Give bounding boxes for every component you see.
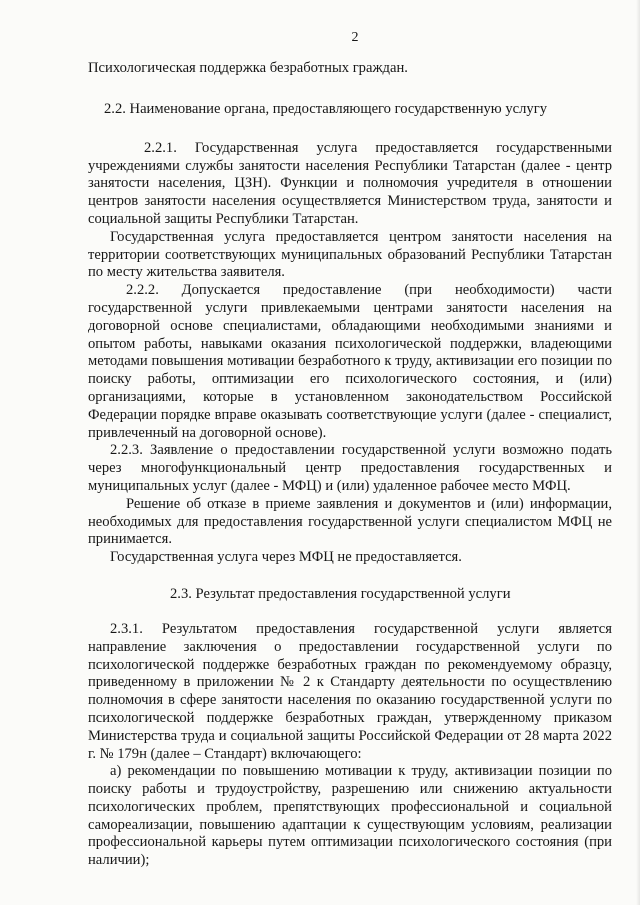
paragraph-refusal: Решение об отказе в приеме заявления и документов и (или) информации, необходимых для предоставления государственной услуги специалистом МФЦ не принимается. — [88, 495, 612, 548]
paragraph-item-a: а) рекомендации по повышению мотивации к труду, активизации позиции по поиску работы и трудоустройству, разрешению или снижению актуальности психологических проблем, препятствующих профессиональной и социальной самореализации, повышению адаптации к существующим условиям, реализации профессиональной карьеры путем оптимизации психологического состояния (при наличии); — [88, 763, 612, 869]
paragraph-2-2-2: 2.2.2. Допускается предоставление (при необходимости) части государственной услуги привлекаемыми центрами занятости населения на договорной основе специалистами, обладающими необходимыми знаниями и опытом работы, навыками оказания психологической поддержки, владеющими методами повышения мотивации безработного к труду, активизации его позиции по поиску работы, оптимизации его психологического состояния, и (или) организациями, которые в установленном законодательством Российской Федерации порядке вправе оказывать соответствующие услуги (далее - специалист, привлеченный на договорной основе). — [88, 282, 612, 441]
section-2-2-heading: 2.2. Наименование органа, предоставляющего государственную услугу — [104, 100, 547, 117]
paragraph-2-2-1: 2.2.1. Государственная услуга предоставляется государственными учреждениями службы занятости населения Республики Татарстан (далее - центр занятости населения, ЦЗН). Функции и полномочия учредителя в отношении центров занятости населения осуществляется Министерством труда, занятости и социальной защиты Республики Татарстан. — [88, 139, 612, 227]
section-2-3-heading: 2.3. Результат предоставления государственной услуги — [170, 585, 511, 602]
paragraph-mfc: Государственная услуга через МФЦ не предоставляется. — [110, 549, 462, 566]
intro-line: Психологическая поддержка безработных граждан. — [88, 60, 408, 76]
scan-edge-shadow — [636, 0, 640, 905]
page-number: 2 — [351, 30, 359, 45]
paragraph-2-2-3: 2.2.3. Заявление о предоставлении государственной услуги возможно подать через многофункциональный центр предоставления государственных и муниципальных услуг (далее - МФЦ) и (или) удаленное рабочее место МФЦ. — [88, 442, 612, 494]
paragraph-territory: Государственная услуга предоставляется центром занятости населения на территории соответствующих муниципальных образований Республики Татарстан по месту жительства заявителя. — [88, 228, 612, 281]
paragraph-2-3-1: 2.3.1. Результатом предоставления государственной услуги является направление заключения о предоставлении государственной услуги по психологической поддержке безработных граждан по рекомендуемому образцу, приведенному в приложении № 2 к Стандарту деятельности по осуществлению полномочия в сфере занятости населения по оказанию государственной услуги по психологической поддержке безработных граждан, утвержденному приказом Министерства труда и социальной защиты Российской Федерации от 28 марта 2022 г. № 179н (далее – Стандарт) включающего: — [88, 620, 612, 762]
